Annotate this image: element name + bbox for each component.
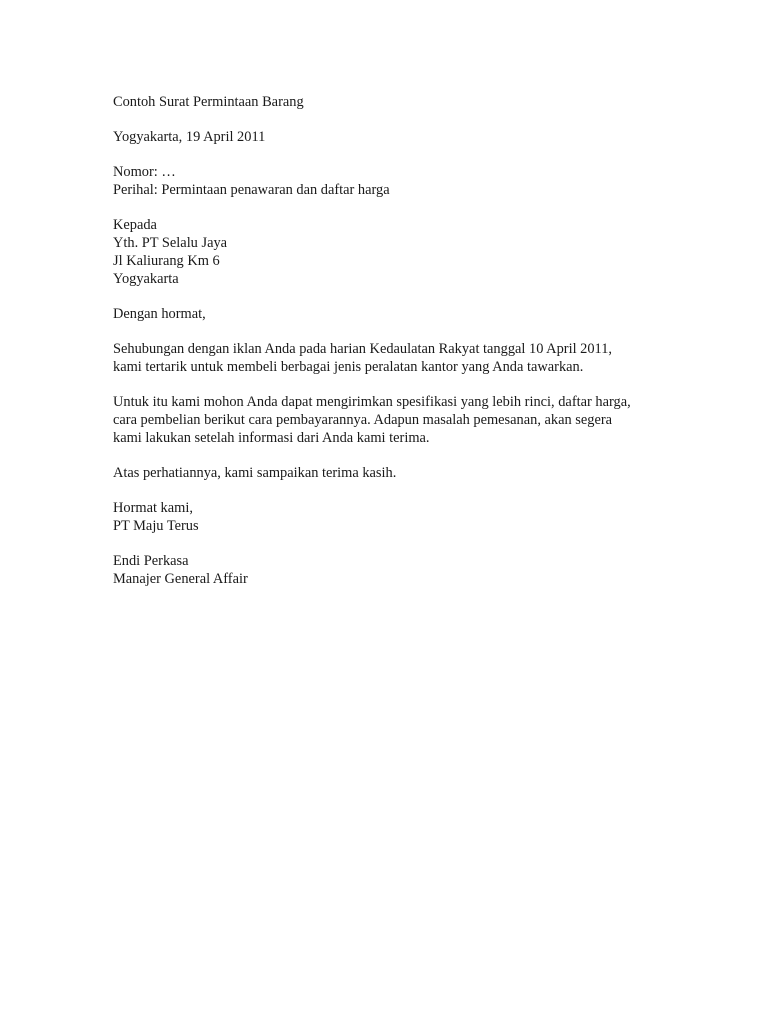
recipient-to: Kepada [113, 217, 157, 233]
recipient-name: Yth. PT Selalu Jaya [113, 235, 228, 251]
sign-off-regards: Hormat kami, [113, 500, 193, 516]
letter-title: Contoh Surat Permintaan Barang [113, 94, 304, 110]
signatory-position: Manajer General Affair [113, 571, 248, 587]
paragraph-line: cara pembelian berikut cara pembayarannya. Adapun masalah pemesanan, akan segera [113, 412, 613, 428]
letter-number: Nomor: … [113, 164, 176, 180]
spacer [113, 111, 673, 128]
paragraph-line: kami tertarik untuk membeli berbagai jenis peralatan kantor yang Anda tawarkan. [113, 359, 584, 375]
salutation: Dengan hormat, [113, 306, 206, 322]
closing-paragraph: Atas perhatiannya, kami sampaikan terima kasih. [113, 465, 397, 481]
letter-subject: Perihal: Permintaan penawaran dan daftar harga [113, 182, 390, 198]
spacer [113, 323, 673, 340]
place-date: Yogyakarta, 19 April 2011 [113, 129, 266, 145]
paragraph-line: Sehubungan dengan iklan Anda pada harian Kedaulatan Rakyat tanggal 10 April 2011, [113, 341, 613, 357]
spacer [113, 146, 673, 163]
spacer [113, 535, 673, 552]
spacer [113, 199, 673, 216]
signatory-name: Endi Perkasa [113, 553, 189, 569]
sign-off-block [113, 499, 673, 535]
paragraph-line: kami lakukan setelah informasi dari Anda kami terima. [113, 430, 430, 446]
spacer [113, 288, 673, 305]
sign-off-company: PT Maju Terus [113, 518, 199, 534]
spacer [113, 447, 673, 464]
paragraph-1 [113, 340, 673, 376]
spacer [113, 376, 673, 393]
letter-body [113, 93, 673, 588]
recipient-street: Jl Kaliurang Km 6 [113, 253, 220, 269]
signatory-block [113, 552, 673, 588]
recipient-city: Yogyakarta [113, 271, 179, 287]
paragraph-line: Untuk itu kami mohon Anda dapat mengirimkan spesifikasi yang lebih rinci, daftar harga, [113, 394, 631, 410]
recipient-block [113, 216, 673, 288]
paragraph-2 [113, 393, 673, 447]
spacer [113, 482, 673, 499]
